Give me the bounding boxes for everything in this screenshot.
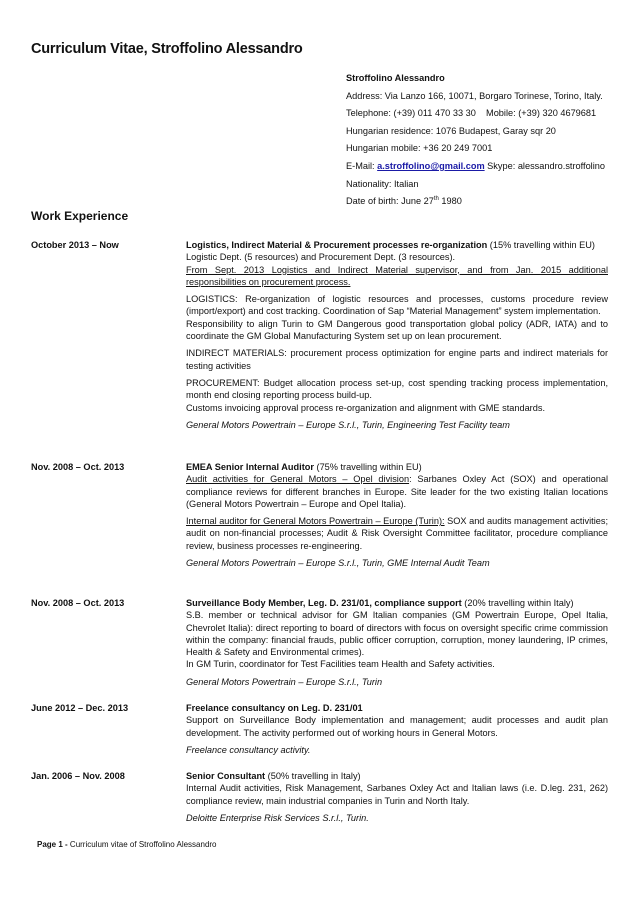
entry-line: Logistic Dept. (5 resources) and Procurement Dept. (3 resources). <box>186 252 456 263</box>
entry-link-text: Audit activities for General Motors – Opel division <box>186 474 410 485</box>
entry-date: Jan. 2006 – Nov. 2008 <box>31 771 125 781</box>
footer-page-number: Page 1 - <box>37 840 68 849</box>
skype-text: Skype: alessandro.stroffolino <box>484 160 605 171</box>
contact-address: Address: Via Lanzo 166, 10071, Borgaro Torinese, Torino, Italy. <box>346 90 603 101</box>
entry-line-underlined: From Sept. 2013 Logistics and Indirect Material supervisor, and from Jan. 2015 additional responsibilities on procurement process. <box>186 264 608 287</box>
entry-paragraph: SOX and audits management activities; audit on non-financial processes; Audit & Risk Oversight Committee facilitator, procedure compliance review, business processes re-engineering. <box>186 516 609 551</box>
section-title-work-experience: Work Experience <box>31 209 129 223</box>
page-title: Curriculum Vitae, Stroffolino Alessandro <box>31 41 303 57</box>
entry-company: General Motors Powertrain – Europe S.r.l., Turin <box>186 676 383 687</box>
dob-suffix: 1980 <box>438 196 462 207</box>
entry-role-note: (50% travelling in Italy) <box>265 771 361 781</box>
entry-role: Logistics, Indirect Material & Procurement processes re-organization <box>186 240 488 250</box>
entry-paragraph: Internal Audit activities, Risk Management, Sarbanes Oxley Act and Italian laws (i.e. D.leg. 231, 262) compliance review, main industrial companies in Turin and North Italy. <box>186 783 608 806</box>
entry-company: Freelance consultancy activity. <box>186 744 311 755</box>
contact-block <box>346 70 616 211</box>
entry-role-note: (75% travelling within EU) <box>313 462 422 472</box>
email-link[interactable]: a.stroffolino@gmail.com <box>377 160 485 171</box>
entry-date: Nov. 2008 – Oct. 2013 <box>31 598 125 608</box>
entry-company: General Motors Powertrain – Europe S.r.l., Turin, Engineering Test Facility team <box>186 419 510 430</box>
dob-prefix: Date of birth: June 27 <box>346 196 434 207</box>
contact-hungarian-mobile: Hungarian mobile: +36 20 249 7001 <box>346 143 493 154</box>
entry-paragraph: S.B. member or technical advisor for GM Italian companies (GM Powertrain Europe, Opel Italia, Chevrolet Italia): direct reporting to board of directors with focus on oversight specific crime commission within the company: financial frauds, public officer corruption, corruption, money laundering, IP crimes, Health & Safety and Environmental crimes). <box>186 610 608 658</box>
entry-paragraph: Responsibility to align Turin to GM Dangerous good transportation global policy (ADR, IATA) and to coordinate the GM Global Manufacturing System set up on lean procurement. <box>186 318 608 342</box>
entry-role: Freelance consultancy on Leg. D. 231/01 <box>186 703 363 713</box>
entry-role-note: (20% travelling within Italy) <box>461 598 574 608</box>
entry-paragraph: PROCUREMENT: Budget allocation process set-up, cost spending tracking process implementation, month end closing reporting process build-up. <box>186 377 608 401</box>
contact-email-line <box>346 158 616 176</box>
entry-body <box>186 597 608 693</box>
entry-company: General Motors Powertrain – Europe S.r.l., Turin, GME Internal Audit Team <box>186 558 490 569</box>
page-footer <box>37 840 217 849</box>
dob-sup: th <box>433 196 439 203</box>
entry-link-text: Internal auditor for General Motors Powertrain – Europe (Turin): <box>186 516 445 527</box>
entry-paragraph: INDIRECT MATERIALS: procurement process optimization for engine parts and indirect materials for testing activities <box>186 348 608 371</box>
entry-paragraph: Support on Surveillance Body implementation and management; audit processes and audit plan development. The activity performed out of working hours in General Motors. <box>186 715 608 738</box>
entry-paragraph: Customs invoicing approval process re-organization and alignment with GME standards. <box>186 402 545 413</box>
entry-date: June 2012 – Dec. 2013 <box>31 703 129 713</box>
email-label: E-Mail: <box>346 160 378 171</box>
entry-paragraph: : Sarbanes Oxley Act (SOX) and operational compliance reviews for different branches in Europe. Site leader for the two existing Italian locations (General Motors Powertrain – Europe and Opel Italia). <box>186 474 608 509</box>
contact-hungarian-residence: Hungarian residence: 1076 Budapest, Garay sqr 20 <box>346 125 556 136</box>
entry-role-note: (15% travelling within EU) <box>487 240 595 250</box>
entry-date: October 2013 – Now <box>31 240 119 250</box>
entry-body <box>186 461 608 574</box>
entry-role: Senior Consultant <box>186 771 266 781</box>
entry-body <box>186 239 608 436</box>
entry-company: Deloitte Enterprise Risk Services S.r.l., Turin. <box>186 812 369 823</box>
entry-body <box>186 702 608 761</box>
contact-nationality: Nationality: Italian <box>346 178 419 189</box>
footer-text: Curriculum vitae of Stroffolino Alessandro <box>67 840 217 849</box>
entry-role: EMEA Senior Internal Auditor <box>186 462 314 472</box>
contact-telephone: Telephone: (+39) 011 470 33 30 Mobile: (+39) 320 4679681 <box>346 108 597 119</box>
contact-name: Stroffolino Alessandro <box>346 73 445 83</box>
entry-date: Nov. 2008 – Oct. 2013 <box>31 462 125 472</box>
entry-role: Surveillance Body Member, Leg. D. 231/01, compliance support <box>186 598 462 608</box>
contact-dob <box>346 193 616 211</box>
entry-paragraph: LOGISTICS: Re-organization of logistic resources and processes, customs procedure review (import/export) and cost tracking. Coordination of Sap “Material Management” system implementation. <box>186 294 608 317</box>
entry-paragraph: In GM Turin, coordinator for Test Facilities team Health and Safety activities. <box>186 659 495 670</box>
entry-body <box>186 770 608 829</box>
